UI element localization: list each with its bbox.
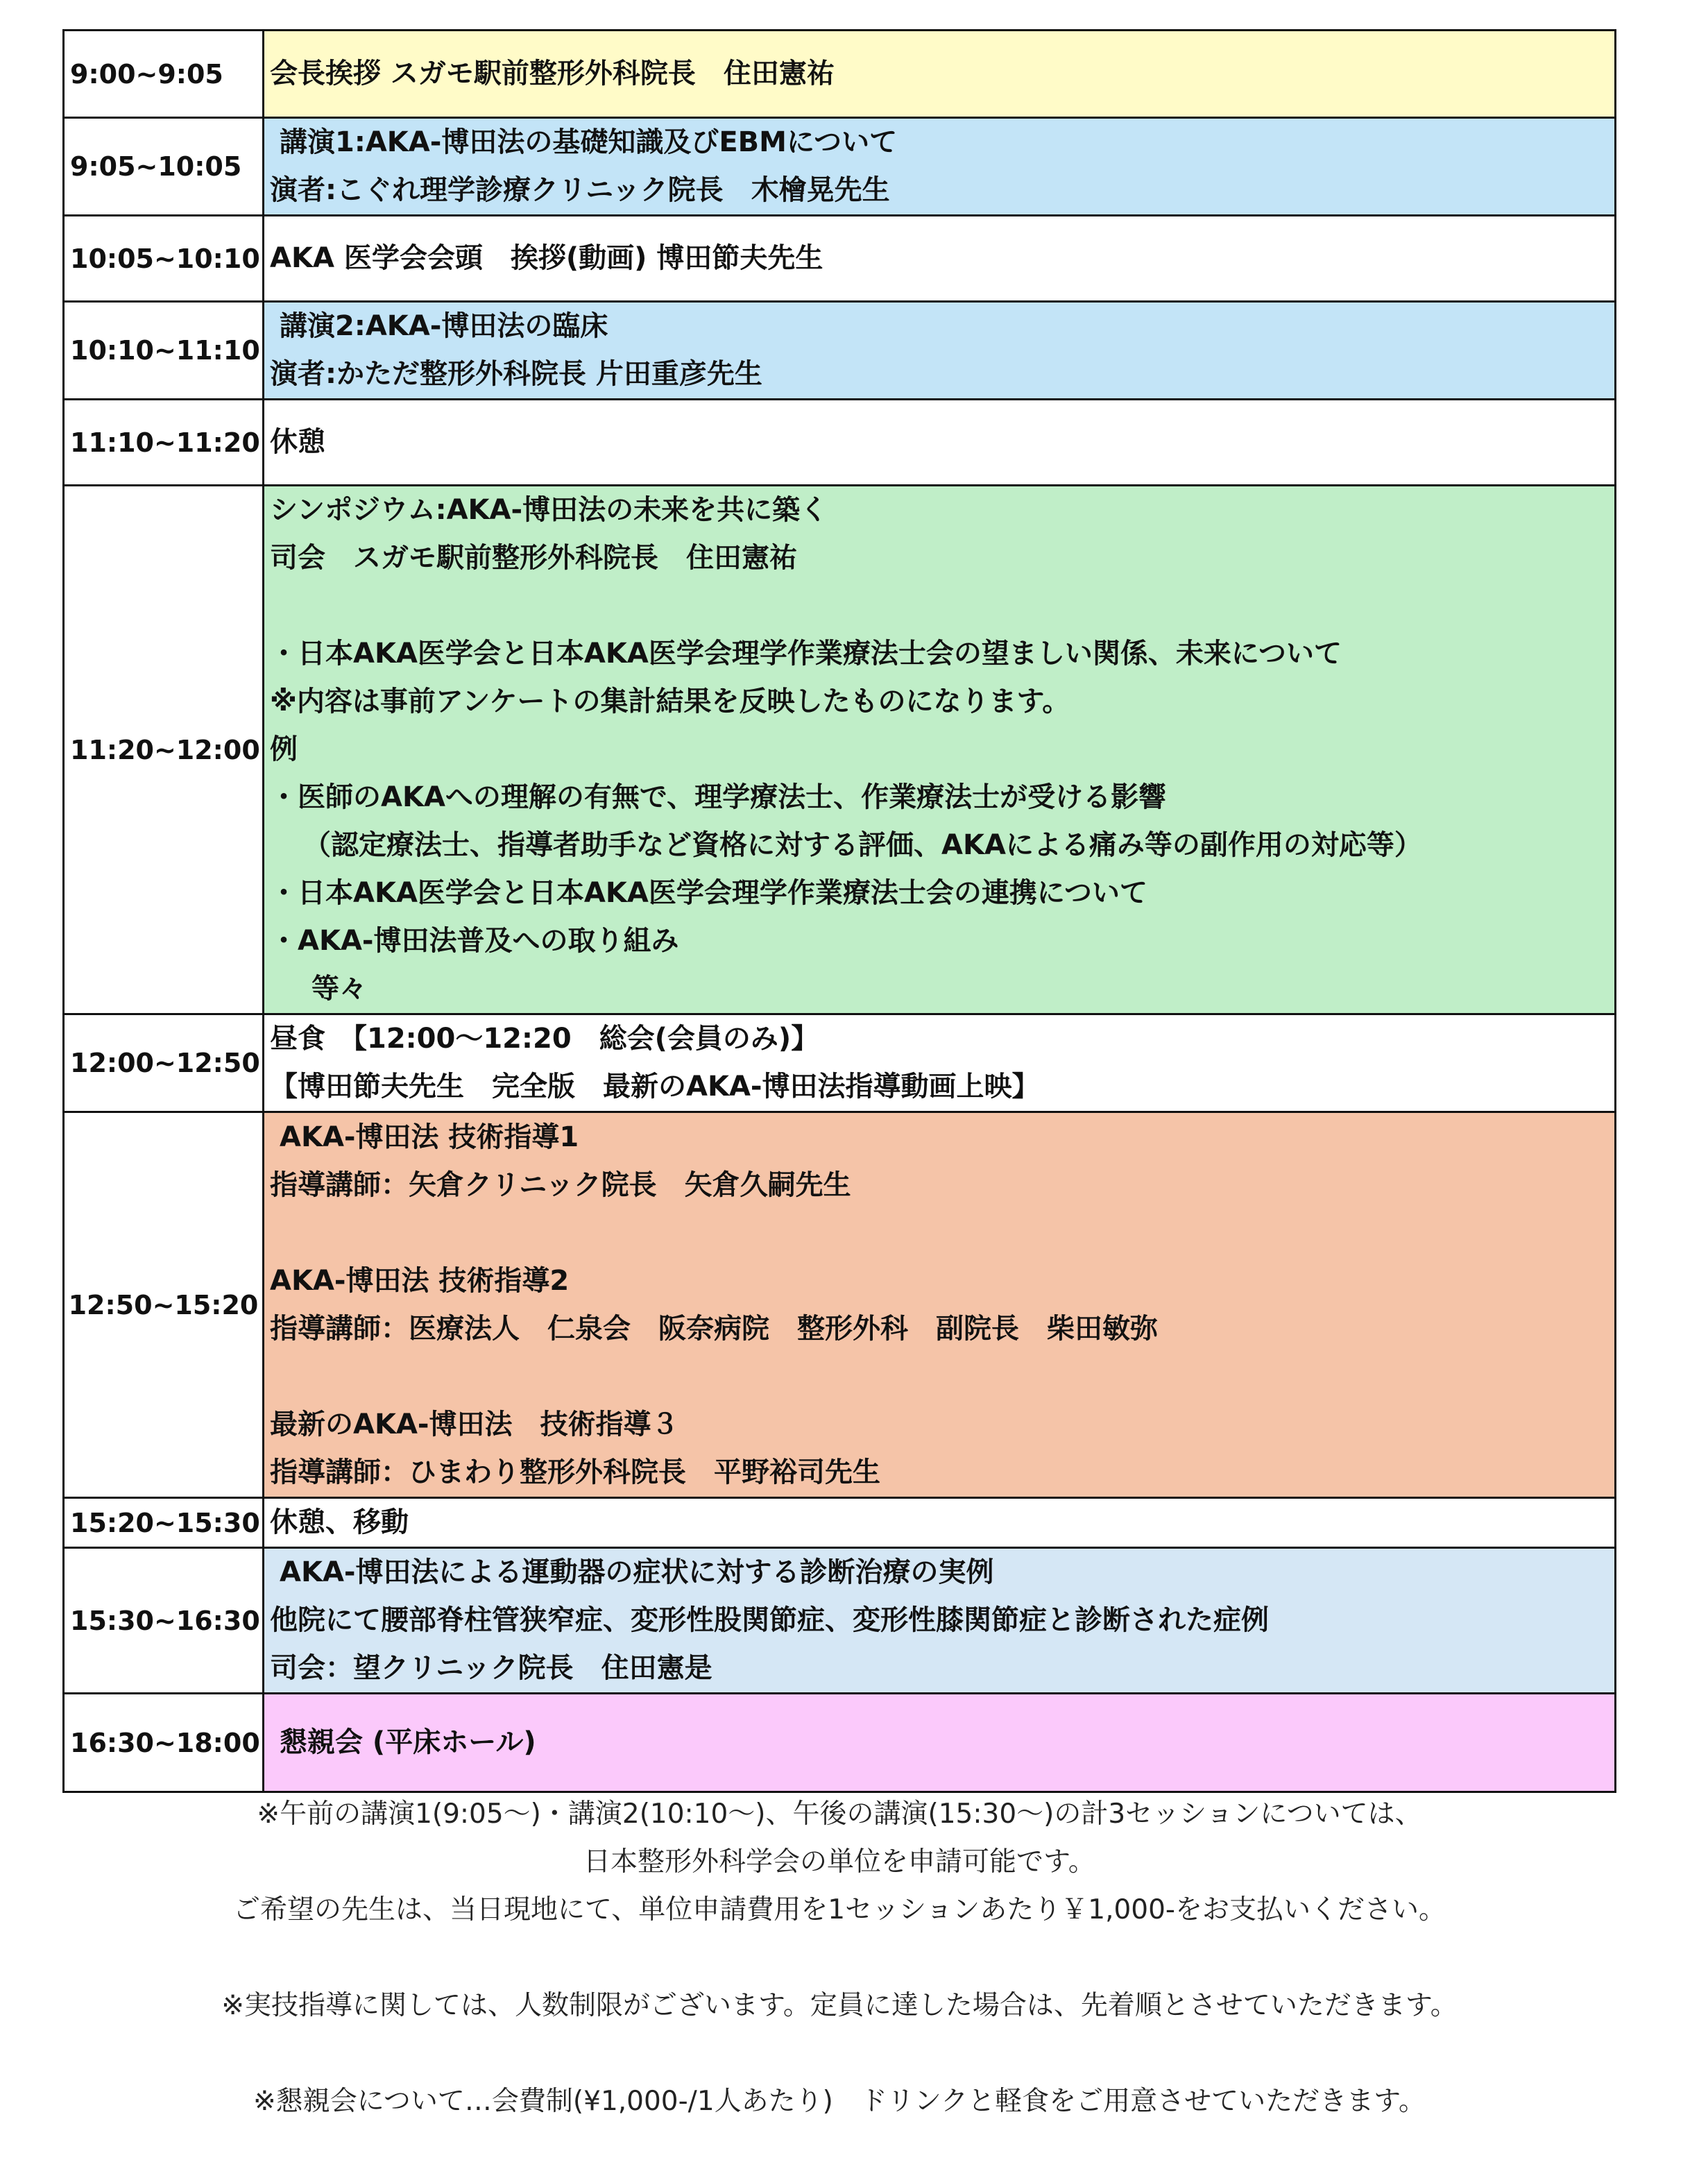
time-cell: 15:30~16:30 <box>64 1548 264 1694</box>
content-line: 他院にて腰部脊柱管狭窄症、変形性股関節症、変形性膝関節症と診断された症例 <box>270 1604 1269 1636</box>
schedule-row-case-study <box>64 1548 1616 1694</box>
schedule-row-lunch <box>64 1014 1616 1112</box>
content-line: 最新のAKA-博田法 技術指導３ <box>270 1408 679 1440</box>
footnote-line: ご希望の先生は、当日現地にて、単位申請費用を1セッションあたり￥1,000-をお支払いください。 <box>233 1894 1446 1925</box>
content-line: 懇親会 (平床ホール) <box>280 1726 536 1758</box>
content-line: 司会 スガモ駅前整形外科院長 住田憲祐 <box>270 542 797 574</box>
time-cell: 9:05~10:05 <box>64 118 264 216</box>
footnote-line <box>62 1934 1616 1982</box>
content-cell <box>264 1548 1616 1694</box>
content-cell <box>264 1694 1616 1792</box>
content-line: （認定療法士、指導者助手など資格に対する評価、AKAによる痛み等の副作用の対応等） <box>303 829 1422 861</box>
content-line: ・日本AKA医学会と日本AKA医学会理学作業療法士会の望ましい関係、未来について <box>270 638 1342 670</box>
content-line: 指導講師：医療法人 仁泉会 阪奈病院 整形外科 副院長 柴田敏弥 <box>270 1312 1158 1345</box>
content-line: AKA-博田法 技術指導1 <box>280 1121 579 1153</box>
time-cell: 10:10~11:10 <box>64 302 264 400</box>
content-line: 演者:かただ整形外科院長 片田重彦先生 <box>270 358 762 390</box>
content-line: AKA-博田法による運動器の症状に対する診断治療の実例 <box>280 1556 994 1588</box>
content-line: 講演2:AKA-博田法の臨床 <box>280 310 608 342</box>
content-line: 等々 <box>311 973 367 1005</box>
footnote-line: ※懇親会について…会費制(¥1,000-/1人あたり) ドリンクと軽食をご用意させていただきます。 <box>253 2086 1426 2117</box>
footnote-line: 日本整形外科学会の単位を申請可能です。 <box>583 1846 1095 1878</box>
schedule-table <box>62 29 1616 1793</box>
footnote-line: ※実技指導に関しては、人数制限がございます。定員に達した場合は、先着順とさせていただきます。 <box>221 1990 1458 2021</box>
schedule-row-lecture-1 <box>64 118 1616 216</box>
footnote-line: ※午前の講演1(9:05～)・講演2(10:10～)、午後の講演(15:30～)の計3セッションについては、 <box>257 1798 1422 1830</box>
footnotes <box>62 1790 1616 2125</box>
content-line: シンポジウム:AKA-博田法の未来を共に築く <box>270 494 828 526</box>
content-cell <box>264 1498 1616 1548</box>
time-cell: 16:30~18:00 <box>64 1694 264 1792</box>
schedule-row-break-2 <box>64 1498 1616 1548</box>
content-line <box>270 1353 1614 1401</box>
content-cell <box>264 486 1616 1014</box>
content-cell <box>264 216 1616 302</box>
schedule-row-technique-guidance <box>64 1112 1616 1498</box>
content-cell <box>264 400 1616 486</box>
content-line: ・AKA-博田法普及への取り組み <box>270 925 679 957</box>
content-cell <box>264 31 1616 118</box>
content-line: 会長挨拶 スガモ駅前整形外科院長 住田憲祐 <box>270 58 835 90</box>
time-cell: 11:20~12:00 <box>64 486 264 1014</box>
content-line: AKA-博田法 技術指導2 <box>270 1264 570 1297</box>
time-cell: 12:00~12:50 <box>64 1014 264 1112</box>
content-line: AKA 医学会会頭 挨拶(動画) 博田節夫先生 <box>270 242 823 274</box>
content-line <box>270 582 1614 630</box>
content-cell <box>264 1112 1616 1498</box>
time-cell: 9:00~9:05 <box>64 31 264 118</box>
content-line: 講演1:AKA-博田法の基礎知識及びEBMについて <box>280 126 898 158</box>
content-line: 指導講師：矢倉クリニック院長 矢倉久嗣先生 <box>270 1168 851 1201</box>
content-line: 休憩 <box>270 426 325 458</box>
schedule-row-symposium <box>64 486 1616 1014</box>
content-line: 司会：望クリニック院長 住田憲是 <box>270 1652 712 1684</box>
schedule-row-break-1 <box>64 400 1616 486</box>
content-line: 演者:こぐれ理学診療クリニック院長 木檜晃先生 <box>270 174 890 206</box>
content-cell <box>264 118 1616 216</box>
time-cell: 15:20~15:30 <box>64 1498 264 1548</box>
schedule-row-president-greeting <box>64 216 1616 302</box>
content-line: ・日本AKA医学会と日本AKA医学会理学作業療法士会の連携について <box>270 877 1148 909</box>
content-line: 【博田節夫先生 完全版 最新のAKA-博田法指導動画上映】 <box>270 1071 1040 1103</box>
content-line: 休憩、移動 <box>270 1506 409 1538</box>
time-cell: 12:50~15:20 <box>64 1112 264 1498</box>
content-line: ・医師のAKAへの理解の有無で、理学療法士、作業療法士が受ける影響 <box>270 781 1167 813</box>
content-cell <box>264 1014 1616 1112</box>
content-line <box>270 1209 1614 1257</box>
content-line: 例 <box>270 733 298 765</box>
time-cell: 10:05~10:10 <box>64 216 264 302</box>
schedule-row-reception <box>64 1694 1616 1792</box>
content-line: ※内容は事前アンケートの集計結果を反映したものになります。 <box>270 686 1070 717</box>
content-line: 指導講師：ひまわり整形外科院長 平野裕司先生 <box>270 1456 880 1488</box>
footnote-line <box>62 2030 1616 2077</box>
content-line: 昼食 【12:00～12:20 総会(会員のみ)】 <box>270 1023 819 1055</box>
content-cell <box>264 302 1616 400</box>
schedule-row-opening <box>64 31 1616 118</box>
time-cell: 11:10~11:20 <box>64 400 264 486</box>
schedule-row-lecture-2 <box>64 302 1616 400</box>
